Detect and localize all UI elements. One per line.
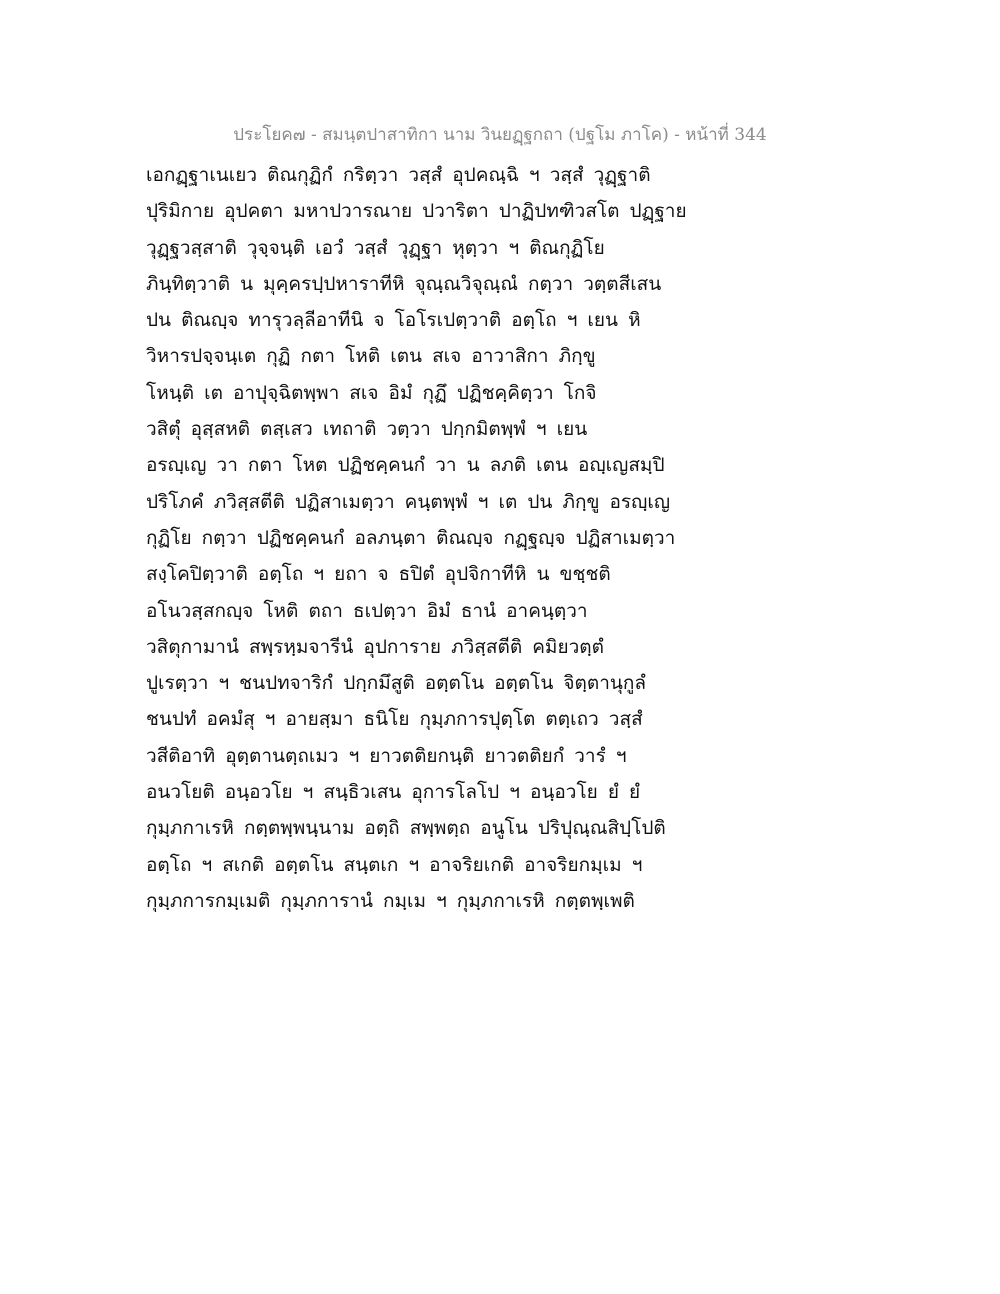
- text-line: ปุริมิกาย อุปคตา มหาปวารณาย ปวาริตา ปาฏิปทฑิวสโต ปฏฺฐาย: [146, 200, 687, 223]
- running-header: [0, 121, 1000, 149]
- text-line: อรญฺเญ วา กตา โหต ปฏิชคฺคนกํ วา น ลภติ เตน อญฺเญสมฺปิ: [146, 454, 665, 477]
- text-line: กุมฺภกาเรหิ กตฺตพฺพนฺนาม อตฺถิ สพฺพตฺถ อนูโน ปริปุณฺณสิปฺโปติ: [146, 817, 666, 840]
- running-header-text: ประโยค๗ - สมนฺตปาสาทิกา นาม วินยฏฺฐกถา (ปฐโม ภาโค) - หน้าที่ 344: [233, 125, 767, 145]
- text-line: สงฺโคปิตฺวาติ อตฺโถ ฯ ยถา จ ธปิตํ อุปจิกาทีหิ น ขชฺชติ: [146, 563, 611, 586]
- text-line: โหนฺติ เต อาปุจฺฉิตพฺพา สเจ อิมํ กุฏึ ปฏิชคฺคิตฺวา โกจิ: [146, 381, 597, 404]
- text-line: ปูเรตฺวา ฯ ชนปทจาริกํ ปกฺกมึสูติ อตฺตโน อตฺตโน จิตฺตานุกูลํ: [146, 672, 647, 695]
- text-line: อตฺโถ ฯ สเกติ อตฺตโน สนฺตเก ฯ อาจริยเกติ อาจริยกมฺเม ฯ: [146, 853, 643, 876]
- text-line: เอกฏฺฐาเนเยว ติณกุฏิกํ กริตฺวา วสฺสํ อุปคณฺฉิ ฯ วสฺสํ วุฏฺฐาติ: [146, 164, 651, 186]
- text-line: กุฏิโย กตฺวา ปฏิชคฺคนกํ อลภนฺตา ติณญฺจ กฏฺฐญฺจ ปฏิสาเมตฺวา: [146, 526, 676, 549]
- text-line: กุมฺภการกมฺเมติ กุมฺภการานํ กมฺเม ฯ กุมฺภกาเรหิ กตฺตพฺเพติ: [146, 889, 635, 912]
- text-line: วุฏฺฐวสฺสาติ วุจฺจนฺติ เอวํ วสฺสํ วุฏฺฐา หุตฺวา ฯ ติณกุฏิโย: [146, 236, 605, 259]
- text-line: วิหารปจฺจนฺเต กุฏิ กตา โหติ เตน สเจ อาวาสิกา ภิกฺขู: [146, 345, 596, 368]
- text-line: วสีติอาทิ อุตฺตานตฺถเมว ฯ ยาวตติยกนฺติ ยาวตติยกํ วารํ ฯ: [146, 744, 627, 767]
- body-text: [146, 157, 846, 919]
- text-line: ภินฺทิตฺวาติ น มุคฺครปฺปหาราทีหิ จุณฺณวิจุณฺณํ กตฺวา วตฺตสีเสน: [146, 272, 662, 295]
- text-line: วสิตุํ อุสฺสหติ ตสฺเสว เทถาติ วตฺวา ปกฺกมิตพฺพํ ฯ เยน: [146, 418, 588, 441]
- text-line: ปริโภคํ ภวิสฺสตีติ ปฏิสาเมตฺวา คนฺตพฺพํ ฯ เต ปน ภิกฺขู อรญฺเญ: [146, 490, 671, 513]
- text-line: ปน ติณญฺจ ทารุวลฺลีอาทีนิ จ โอโรเปตฺวาติ อตฺโถ ฯ เยน หิ: [146, 309, 641, 332]
- text-line: อโนวสฺสกญฺจ โหติ ตถา ธเปตฺวา อิมํ ธานํ อาคนฺตฺวา: [146, 599, 588, 622]
- text-line: อนวโยติ อนฺอวโย ฯ สนฺธิวเสน อุการโลโป ฯ อนฺอวโย ยํ ยํ: [146, 781, 641, 804]
- text-line: ชนปทํ อคมํสุ ฯ อายสฺมา ธนิโย กุมฺภการปุตฺโต ตตฺเถว วสฺสํ: [146, 708, 643, 731]
- text-line: วสิตุกามานํ สพฺรหฺมจารีนํ อุปการาย ภวิสฺสตีติ คมิยวตฺตํ: [146, 635, 604, 658]
